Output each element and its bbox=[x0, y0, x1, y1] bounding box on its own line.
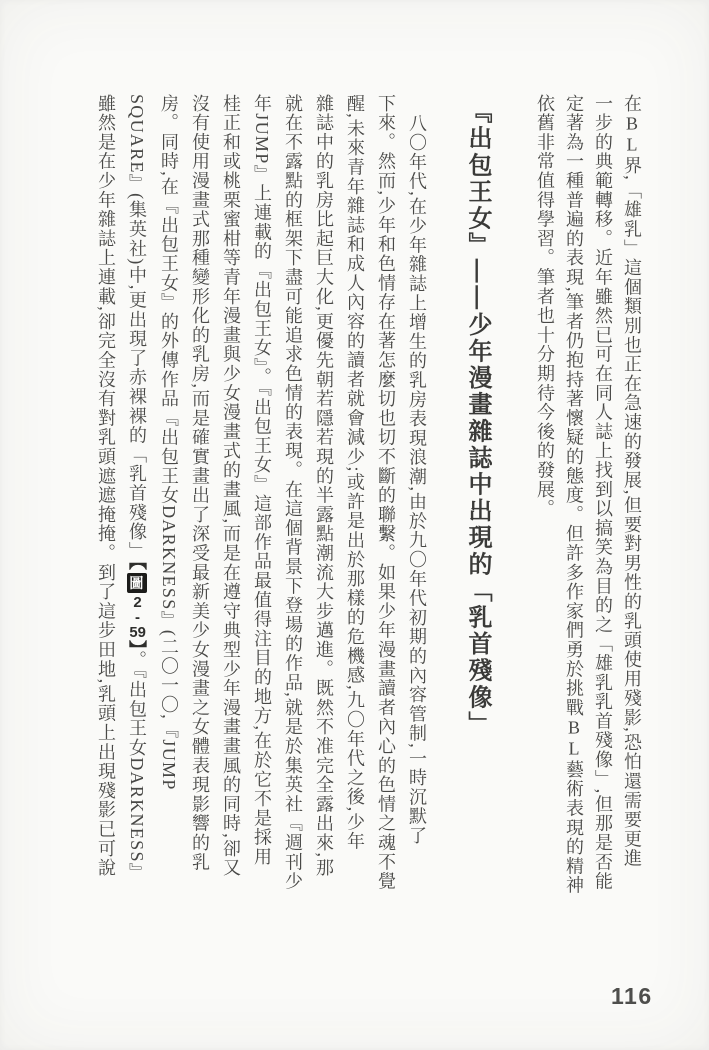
figure-ref-number: 2 bbox=[133, 595, 142, 611]
text-column bbox=[339, 94, 370, 982]
body-paragraph-block bbox=[90, 94, 432, 982]
text-run: 在 bbox=[622, 94, 642, 114]
text-column bbox=[308, 94, 339, 982]
latin-upright-run: BL bbox=[622, 113, 642, 156]
text-run: 定著為一種普遍的表現,筆者仍抱持著懷疑的態度。但許多作家們勇於挑戰 bbox=[564, 94, 584, 718]
figure-reference bbox=[127, 561, 147, 651]
text-run: 醒,未來青年雜誌和成人內容的讀者就會減少;或許是出於那樣的危機感,九〇年代之後,少年 bbox=[345, 94, 365, 852]
figure-ref-bracket: 】 bbox=[127, 640, 147, 651]
text-column bbox=[90, 94, 121, 982]
text-run: 桂正和或桃栗蜜柑等青年漫畫與少女漫畫式的畫風,而是在遵守典型少年漫畫畫風的同時,卻又 bbox=[221, 94, 241, 878]
text-run: 界,「雄乳」這個類別也正在急速的發展,但要對男性的乳頭使用殘影,恐怕還需要更進 bbox=[622, 155, 642, 869]
text-column bbox=[215, 94, 246, 982]
text-column bbox=[370, 94, 401, 982]
text-run: 房。同時,在『出包王女』的外傳作品『出包王女DARKNESS』(二〇一〇,『JUMP bbox=[159, 94, 179, 791]
text-column bbox=[530, 94, 559, 982]
text-run: 依舊非常值得學習。筆者也十分期待今後的發展。 bbox=[535, 94, 555, 519]
text-column bbox=[559, 94, 588, 982]
figure-ref-separator: - bbox=[135, 610, 140, 626]
text-run: 年JUMP』上連載的『出包王女』。『出包王女』這部作品最值得注目的地方,在於它不是採用 bbox=[252, 94, 272, 867]
text-column bbox=[153, 94, 184, 982]
section-heading: 『出包王女』——少年漫畫雜誌中出現的「乳首殘像」 bbox=[464, 99, 491, 738]
text-column bbox=[588, 94, 617, 982]
text-run: 下來。然而,少年和色情存在著怎麼切也切不斷的聯繫。如果少年漫畫讀者內心的色情之魂不覺 bbox=[376, 94, 396, 892]
text-column bbox=[401, 94, 432, 982]
text-run: 沒有使用漫畫式那種變形化的乳房,而是確實畫出了深受最新美少女漫畫之女體表現影響的乳 bbox=[190, 94, 210, 872]
intro-paragraph-block bbox=[530, 94, 646, 982]
text-column bbox=[277, 94, 308, 982]
text-run: 雜誌中的乳房比起巨大化,更優先朝若隱若現的半露點潮流大步邁進。既然不准完全露出來,那 bbox=[314, 94, 334, 878]
text-column bbox=[246, 94, 277, 982]
figure-box-icon: 圖 bbox=[127, 573, 147, 593]
text-run: SQUARE』(集英社)中,更出現了赤裸裸的「乳首殘像」 bbox=[127, 94, 147, 561]
text-run: 八〇年代,在少年雜誌上增生的乳房表現浪潮,由於九〇年代初期的內容管制,一時沉默了 bbox=[407, 114, 427, 846]
latin-upright-run: BL bbox=[564, 717, 584, 761]
figure-ref-bracket: 【 bbox=[127, 560, 147, 572]
text-column bbox=[121, 94, 153, 982]
text-run: 。『出包王女DARKNESS』 bbox=[127, 650, 147, 883]
page-number: 116 bbox=[611, 983, 653, 1009]
text-run: 就在不露點的框架下盡可能追求色情的表現。在這個背景下登場的作品,就是於集英社『週刊少 bbox=[283, 94, 303, 892]
text-run: 藝術表現的精神 bbox=[564, 760, 584, 896]
figure-ref-number: 59 bbox=[129, 625, 146, 641]
text-run: 一步的典範轉移。近年雖然已可在同人誌上找到以搞笑為目的之「雄乳乳首殘像」,但那是否能 bbox=[593, 94, 613, 892]
text-column bbox=[184, 94, 215, 982]
text-run: 雖然是在少年雜誌上連載,卻完全沒有對乳頭遮遮掩掩。到了這步田地,乳頭上出現殘影已可說 bbox=[96, 94, 116, 878]
text-column bbox=[617, 94, 646, 982]
